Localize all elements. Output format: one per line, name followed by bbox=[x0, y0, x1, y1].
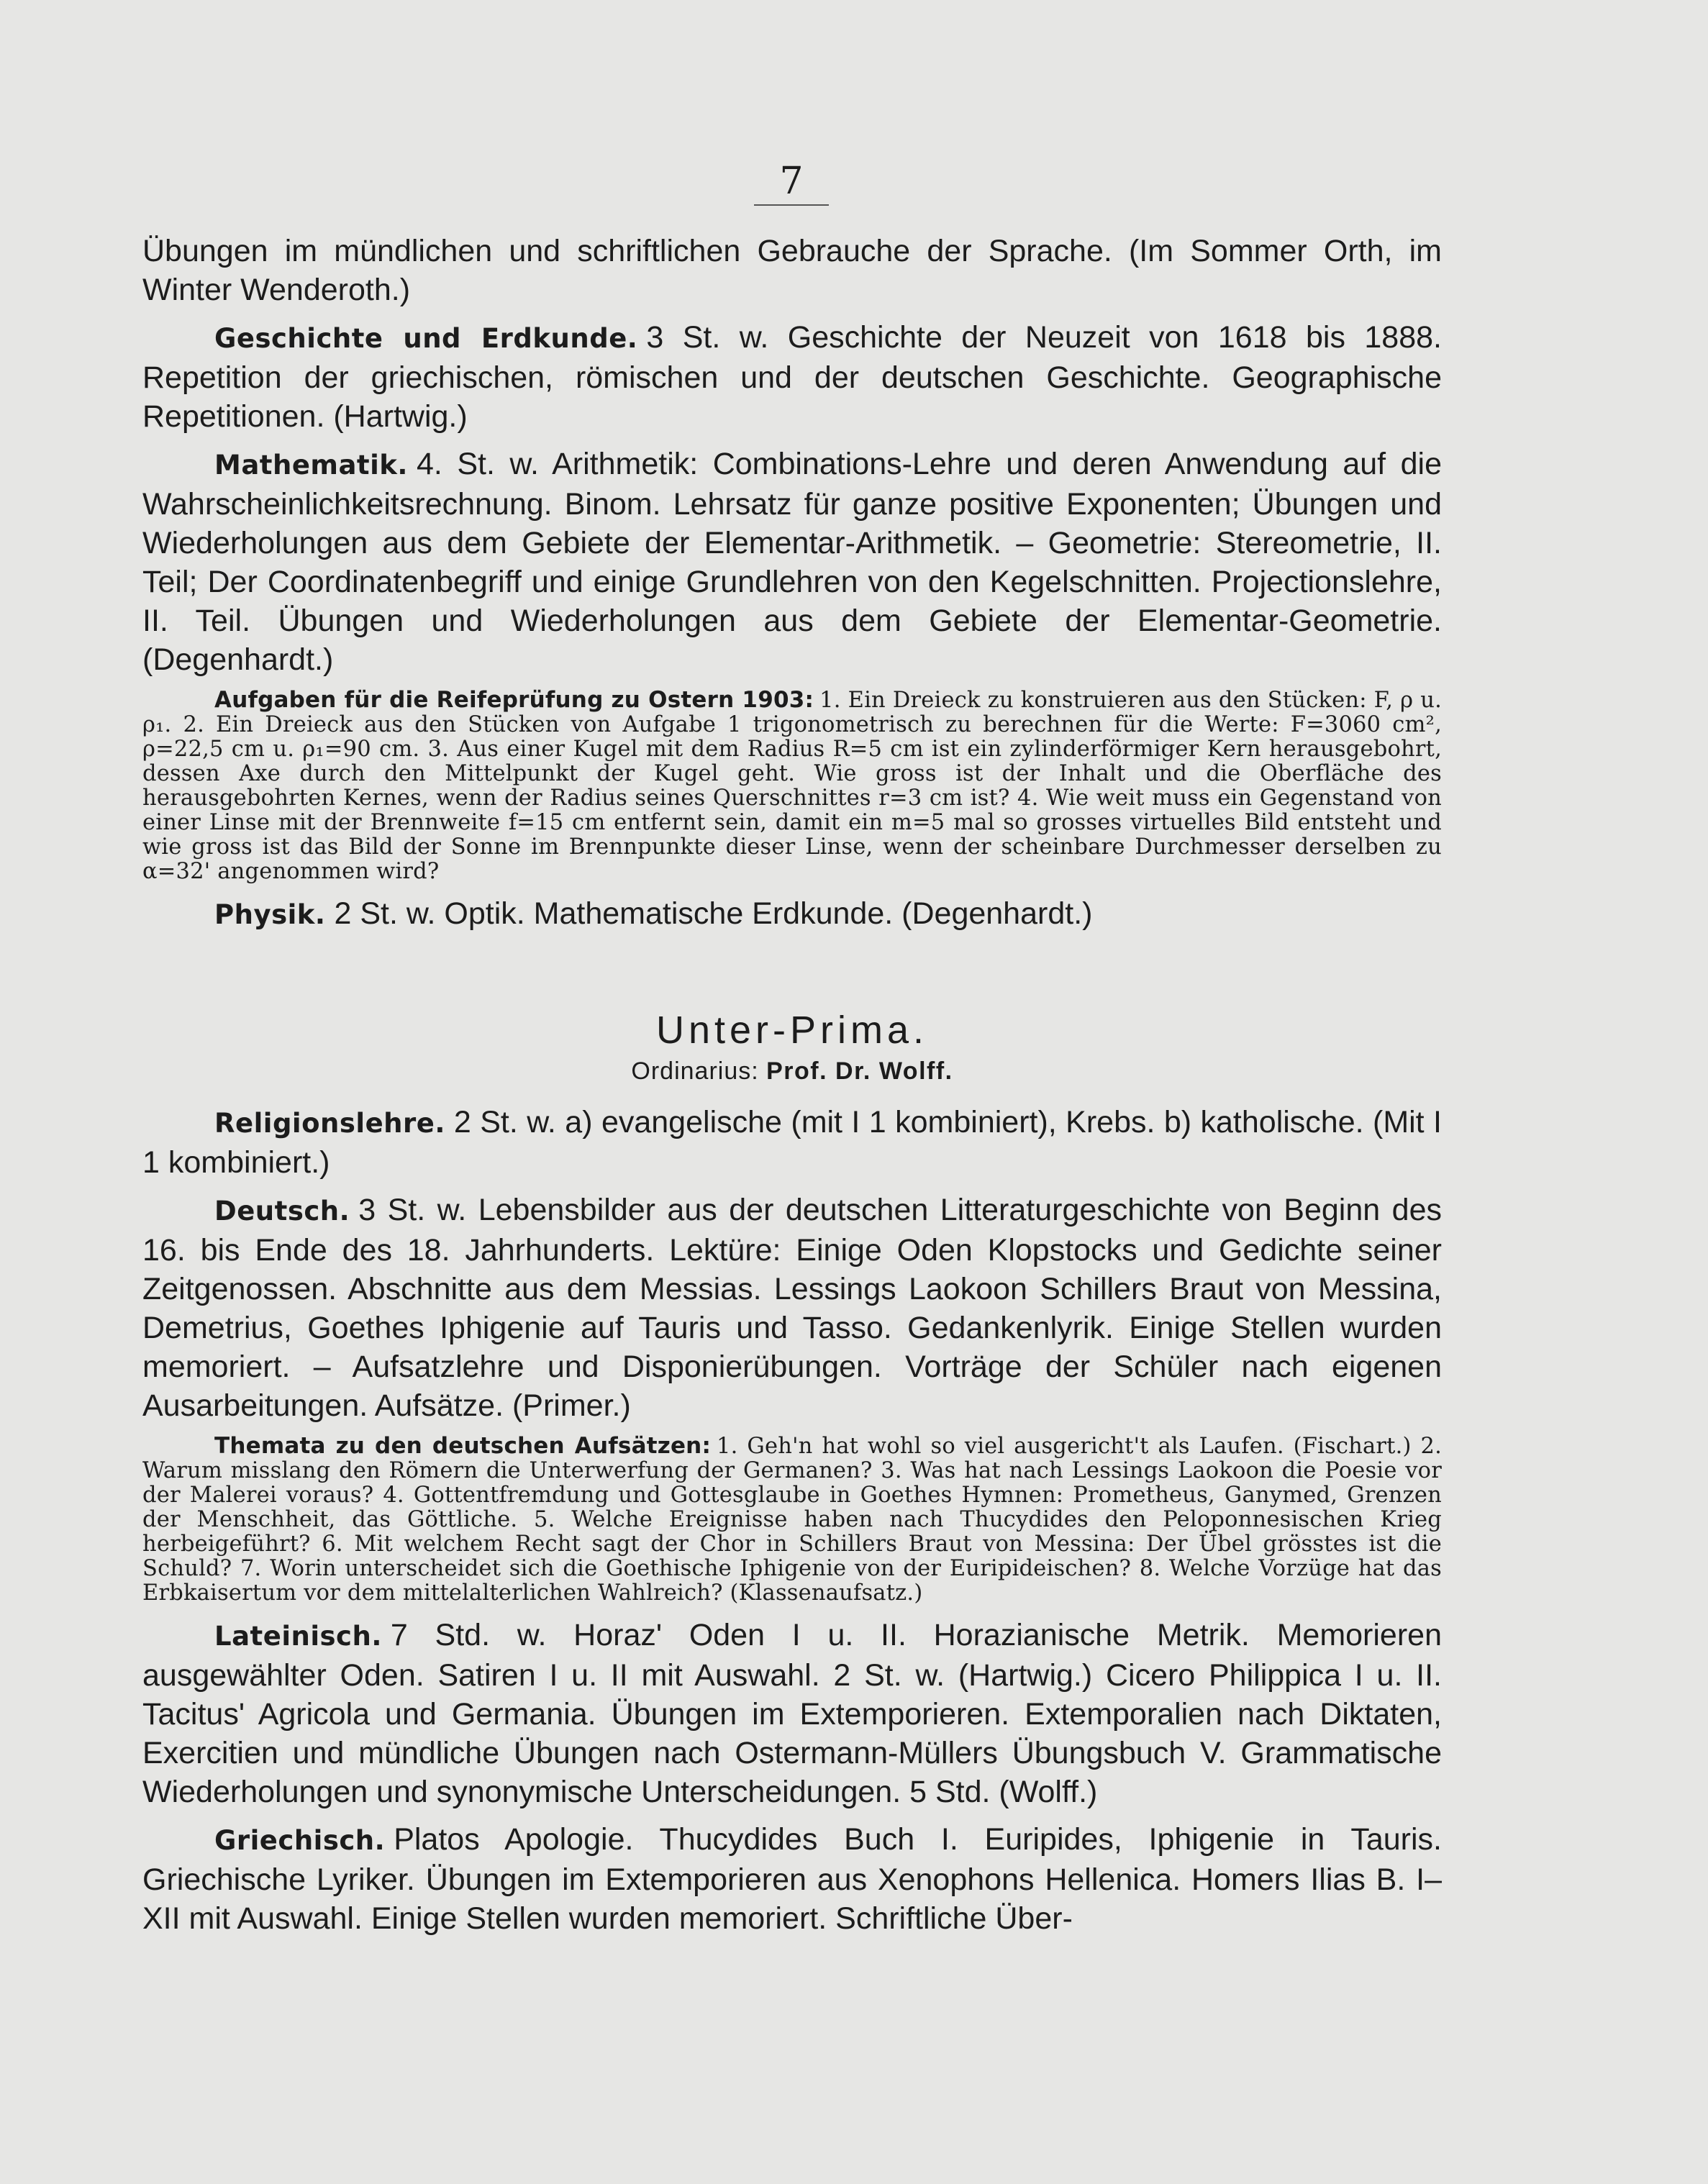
religion-paragraph bbox=[142, 1103, 1442, 1182]
geschichte-text: 3 St. w. Geschichte der Neuzeit von 1618 bis 1888. Repetition der griechischen, römischen und der deutschen Geschichte. Geographische Repetitionen. (Hartwig.) bbox=[142, 320, 1443, 434]
themata-heading: Themata zu den deutschen Aufsätzen: bbox=[214, 1433, 712, 1459]
lateinisch-heading: Lateinisch. bbox=[214, 1621, 382, 1652]
deutsch-paragraph bbox=[142, 1191, 1442, 1425]
mathematik-text: 4. St. w. Arithmetik: Combinations-Lehre und deren Anwendung auf die Wahrscheinlichkeitsrechnung. Binom. Lehrsatz für ganze positive Exponenten; Übungen und Wiederholungen aus dem Gebiete der Elementar-Arithmetik. – Geometrie: Stereometrie, II. Teil; Der Coordinatenbegriff und einige Grundlehren von den Kegelschnitten. Projectionslehre, II. Teil. Übungen und Wiederholungen aus dem Gebiete der Elementar-Geometrie. (Degenhardt.) bbox=[142, 447, 1442, 677]
griechisch-heading: Griechisch. bbox=[214, 1825, 386, 1856]
physik-heading: Physik. bbox=[214, 899, 326, 930]
ordinarius-label: Ordinarius: bbox=[631, 1057, 759, 1085]
griechisch-paragraph bbox=[142, 1820, 1442, 1938]
physik-text: 2 St. w. Optik. Mathematische Erdkunde. (Degenhardt.) bbox=[334, 896, 1093, 931]
mathematik-paragraph bbox=[142, 445, 1442, 679]
griechisch-text: Platos Apologie. Thucydides Buch I. Euripides, Iphigenie in Tauris. Griechische Lyriker. Übungen im Extemporieren aus Xenophons Hellenica. Homers Ilias B. I–XII mit Auswahl. Einige Stellen wurden memoriert. Schriftliche Über- bbox=[142, 1822, 1442, 1936]
lateinisch-paragraph bbox=[142, 1616, 1442, 1811]
page-number: 7 bbox=[779, 160, 804, 203]
physik-paragraph bbox=[142, 894, 1442, 934]
deutsch-text: 3 St. w. Lebensbilder aus der deutschen Litteraturgeschichte von Beginn des 16. bis Ende des 18. Jahrhunderts. Lektüre: Einige Oden Klopstocks und Gedichte seiner Zeitgenossen. Abschnitte aus dem Messias. Lessings Laokoon Schillers Braut von Messina, Demetrius, Goethes Iphigenie auf Tauris und Tasso. Gedankenlyrik. Einige Stellen wurden memoriert. – Aufsatzlehre und Disponierübungen. Vorträge der Schüler nach eigenen Ausarbeitungen. Aufsätze. (Primer.) bbox=[142, 1193, 1442, 1423]
themata-text: 1. Geh'n hat wohl so viel ausgericht't als Laufen. (Fischart.) 2. Warum misslang den Römern die Unterwerfung der Germanen? 3. Was hat nach Lessings Laokoon die Poesie vor der Malerei voraus? 4. Gottentfremdung und Gottesglaube in Goethes Hymnen: Prometheus, Ganymed, Grenzen der Menschheit, das Göttliche. 5. Welche Ereignisse haben nach Thucydides den Peloponnesischen Krieg herbeigeführt? 6. Mit welchem Recht sagt der Chor in Schillers Braut von Messina: Der Übel grösstes ist die Schuld? 7. Worin unterscheidet sich die Goethische Iphigenie von der Euripideischen? 8. Welche Vorzüge hat das Erbkaisertum vor dem mittelalterlichen Wahlreich? (Klassenaufsatz.) bbox=[142, 1434, 1442, 1606]
religion-heading: Religionslehre. bbox=[214, 1108, 445, 1139]
page-number-rule bbox=[754, 204, 829, 206]
lateinisch-text: 7 Std. w. Horaz' Oden I u. II. Horazianische Metrik. Memorieren ausgewählter Oden. Satiren I u. II mit Auswahl. 2 St. w. (Hartwig.) Cicero Philippica I u. II. Tacitus' Agricola und Germania. Übungen im Extemporieren. Extemporalien nach Diktaten, Exercitien und mündliche Übungen nach Ostermann-Müllers Übungsbuch V. Grammatische Wiederholungen und synonymische Unterscheidungen. 5 Std. (Wolff.) bbox=[142, 1618, 1442, 1809]
geschichte-heading: Geschichte und Erdkunde. bbox=[214, 323, 638, 354]
themata-paragraph bbox=[142, 1434, 1442, 1606]
mathematik-heading: Mathematik. bbox=[214, 450, 408, 481]
ordinarius-name: Prof. Dr. Wolff. bbox=[766, 1057, 953, 1085]
geschichte-paragraph bbox=[142, 318, 1442, 436]
section-title: Unter-Prima. bbox=[655, 1009, 929, 1052]
aufgaben-text: 1. Ein Dreieck zu konstruieren aus den Stücken: F, ρ u. ρ₁. 2. Ein Dreieck aus den Stücken von Aufgabe 1 trigonometrisch zu berechnen für die Werte: F=3060 cm², ρ=22,5 cm u. ρ₁=90 cm. 3. Aus einer Kugel mit dem Radius R=5 cm ist ein zylinderförmiger Kern herausgebohrt, dessen Axe durch den Mittelpunkt der Kugel geht. Wie gross ist der Inhalt und die Oberfläche des herausgebohrten Kernes, wenn der Radius seines Querschnittes r=3 cm ist? 4. Wie weit muss ein Gegenstand von einer Linse mit der Brennweite f=15 cm entfernt sein, damit ein m=5 mal so grosses virtuelles Bild entsteht und wie gross ist das Bild der Sonne im Brennpunkte dieser Linse, wenn der scheinbare Durchmesser derselben zu α=32' angenommen wird? bbox=[142, 688, 1442, 884]
religion-text: 2 St. w. a) evangelische (mit I 1 kombiniert), Krebs. b) katholische. (Mit I 1 kombiniert.) bbox=[142, 1105, 1442, 1180]
page-content bbox=[142, 232, 1442, 1947]
deutsch-heading: Deutsch. bbox=[214, 1196, 350, 1227]
ordinarius-line bbox=[142, 1054, 1442, 1088]
intro-paragraph: Übungen im mündlichen und schriftlichen Gebrauche der Sprache. (Im Sommer Orth, im Winter Wenderoth.) bbox=[142, 234, 1442, 307]
aufgaben-paragraph bbox=[142, 688, 1442, 884]
aufgaben-heading: Aufgaben für die Reifeprüfung zu Ostern 1903: bbox=[214, 687, 814, 713]
